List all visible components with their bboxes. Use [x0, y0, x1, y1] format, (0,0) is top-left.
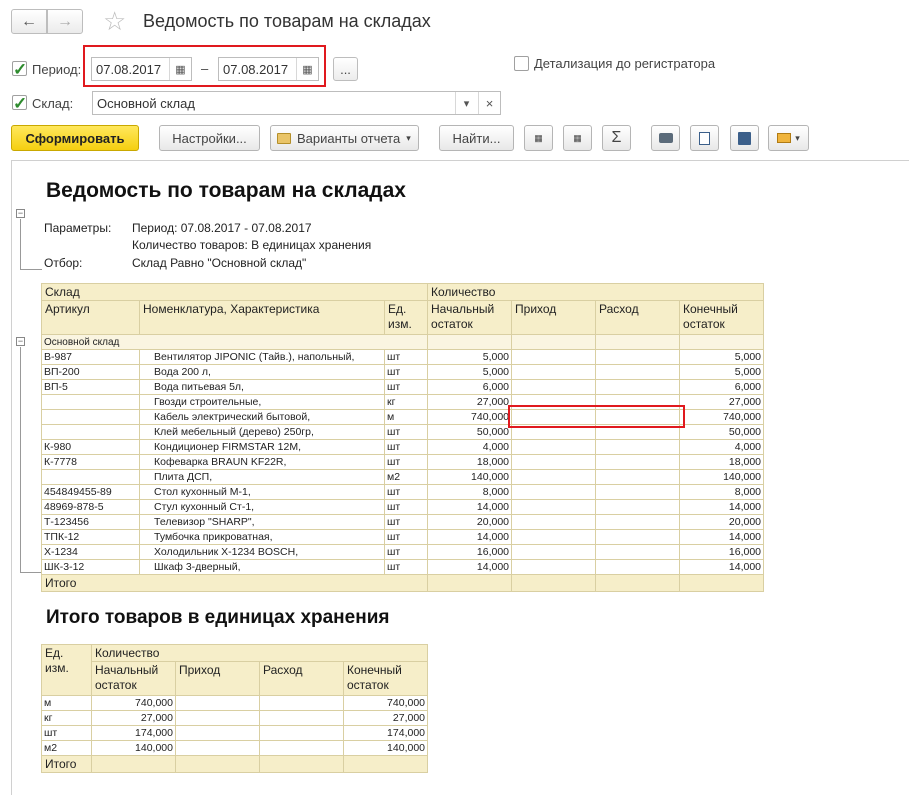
favorite-star-icon[interactable]: ☆: [103, 6, 127, 36]
table-header-row: [42, 301, 764, 335]
table-row[interactable]: [42, 470, 764, 485]
summary-header-opening: Начальный остаток: [92, 662, 176, 696]
period-to-input[interactable]: [218, 57, 319, 81]
summary-header-income: Приход: [176, 662, 260, 696]
folder-icon: [277, 133, 291, 144]
period-checkbox[interactable]: [12, 60, 28, 79]
cell-unit[interactable]: шт: [385, 560, 428, 575]
cell-unit[interactable]: шт: [385, 455, 428, 470]
filter-value: Склад Равно "Основной склад": [132, 256, 307, 270]
cell-unit[interactable]: м: [385, 410, 428, 425]
period-label: Период:: [32, 62, 82, 77]
cell-nomenclature[interactable]: Плита ДСП,: [140, 470, 385, 485]
cell-income[interactable]: [512, 440, 596, 455]
cell-opening[interactable]: 8,000: [428, 485, 512, 500]
cell-expense[interactable]: [596, 365, 680, 380]
total-row: [42, 575, 764, 592]
cell-opening[interactable]: 20,000: [428, 515, 512, 530]
checkmark-icon: ✓: [13, 60, 28, 79]
cell-expense[interactable]: [596, 485, 680, 500]
cell-opening[interactable]: 18,000: [428, 455, 512, 470]
table-row[interactable]: [42, 350, 764, 365]
table-row[interactable]: [42, 500, 764, 515]
params-label: Параметры:: [44, 221, 112, 235]
cell-unit[interactable]: м2: [42, 741, 92, 756]
cell-income[interactable]: [176, 711, 260, 726]
cell-closing[interactable]: 20,000: [680, 515, 764, 530]
report-top-border: [11, 160, 909, 161]
header-unit: Ед. изм.: [385, 301, 428, 335]
warehouse-value: Основной склад: [97, 95, 195, 111]
cell-closing[interactable]: 27,000: [680, 395, 764, 410]
cell-expense[interactable]: [260, 711, 344, 726]
cell-opening[interactable]: 140,000: [92, 741, 176, 756]
cell-nomenclature[interactable]: Вода питьевая 5л,: [140, 380, 385, 395]
print-icon[interactable]: [651, 125, 680, 151]
cell-closing[interactable]: 8,000: [680, 485, 764, 500]
report-variants-label: Варианты отчета: [297, 130, 401, 146]
cell-opening[interactable]: 174,000: [92, 726, 176, 741]
cell-unit[interactable]: шт: [42, 726, 92, 741]
cell-closing[interactable]: 16,000: [680, 545, 764, 560]
table-row[interactable]: [42, 455, 764, 470]
report-left-border: [11, 160, 12, 795]
warehouse-label: Склад:: [32, 96, 74, 111]
checkmark-icon: ✓: [13, 94, 28, 113]
table-row[interactable]: [42, 711, 428, 726]
cell-unit[interactable]: шт: [385, 545, 428, 560]
cell-nomenclature[interactable]: Шкаф 3-дверный,: [140, 560, 385, 575]
cell-closing[interactable]: 27,000: [344, 711, 428, 726]
save-icon[interactable]: [730, 125, 759, 151]
cell-nomenclature[interactable]: Стол кухонный М-1,: [140, 485, 385, 500]
table-row[interactable]: [42, 530, 764, 545]
cell-expense[interactable]: [596, 560, 680, 575]
arrow-right-icon: →: [57, 12, 73, 30]
period-to-value: 07.08.2017: [223, 61, 289, 77]
cell-opening[interactable]: 5,000: [428, 350, 512, 365]
cell-article[interactable]: [42, 395, 140, 410]
cell-nomenclature[interactable]: Кофеварка BRAUN KF22R,: [140, 455, 385, 470]
report-table: [41, 283, 764, 592]
table-row[interactable]: [42, 365, 764, 380]
summary-header-expense: Расход: [260, 662, 344, 696]
cell-income[interactable]: [512, 380, 596, 395]
cell-nomenclature[interactable]: Тумбочка прикроватная,: [140, 530, 385, 545]
arrow-left-icon: ←: [21, 12, 37, 30]
summary-header-closing: Конечный остаток: [344, 662, 428, 696]
period-from-input[interactable]: [91, 57, 192, 81]
cell-income[interactable]: [176, 726, 260, 741]
summary-total-label: Итого: [42, 756, 92, 773]
cell-opening[interactable]: 27,000: [92, 711, 176, 726]
cell-unit[interactable]: шт: [385, 365, 428, 380]
period-from-value: 07.08.2017: [96, 61, 162, 77]
header-warehouse: Склад: [42, 284, 428, 301]
header-income: Приход: [512, 301, 596, 335]
cell-income[interactable]: [512, 545, 596, 560]
cell-nomenclature[interactable]: Кабель электрический бытовой,: [140, 410, 385, 425]
table-row[interactable]: [42, 696, 428, 711]
header-quantity: Количество: [428, 284, 764, 301]
group-line: [20, 219, 21, 270]
chevron-down-icon: ▾: [795, 132, 800, 143]
cell-unit[interactable]: шт: [385, 380, 428, 395]
cell-unit[interactable]: шт: [385, 500, 428, 515]
calendar-icon[interactable]: ▦: [296, 58, 318, 80]
cell-highlight-frame: [508, 405, 685, 428]
cell-expense[interactable]: [596, 440, 680, 455]
table-row[interactable]: [42, 560, 764, 575]
cell-closing[interactable]: 140,000: [344, 741, 428, 756]
cell-expense[interactable]: [596, 455, 680, 470]
sum-icon[interactable]: Σ: [602, 125, 631, 151]
group-name: Основной склад: [42, 335, 428, 350]
cell-unit[interactable]: м: [42, 696, 92, 711]
warehouse-input[interactable]: [92, 91, 501, 115]
cell-opening[interactable]: 14,000: [428, 560, 512, 575]
cell-unit[interactable]: м2: [385, 470, 428, 485]
window-title: Ведомость по товарам на складах: [143, 11, 431, 31]
report-title: Ведомость по товарам на складах: [46, 179, 406, 202]
cell-unit[interactable]: шт: [385, 515, 428, 530]
group-row[interactable]: [42, 335, 764, 350]
cell-closing[interactable]: 174,000: [344, 726, 428, 741]
cell-income[interactable]: [176, 696, 260, 711]
cell-expense[interactable]: [596, 350, 680, 365]
header-opening: Начальный остаток: [428, 301, 512, 335]
cell-closing[interactable]: 4,000: [680, 440, 764, 455]
table-row[interactable]: [42, 440, 764, 455]
cell-nomenclature[interactable]: Телевизор "SHARP",: [140, 515, 385, 530]
cell-unit[interactable]: шт: [385, 425, 428, 440]
cell-unit[interactable]: кг: [385, 395, 428, 410]
cell-expense[interactable]: [596, 545, 680, 560]
dropdown-arrow-icon[interactable]: ▾: [455, 92, 477, 114]
cell-opening[interactable]: 27,000: [428, 395, 512, 410]
collapse-groups-icon[interactable]: ▦: [563, 125, 592, 151]
cell-expense[interactable]: [596, 515, 680, 530]
cell-unit[interactable]: шт: [385, 350, 428, 365]
table-row[interactable]: [42, 545, 764, 560]
table-header-row: [42, 645, 428, 662]
header-closing: Конечный остаток: [680, 301, 764, 335]
cell-opening[interactable]: 6,000: [428, 380, 512, 395]
cell-closing[interactable]: 50,000: [680, 425, 764, 440]
cell-article[interactable]: К-7778: [42, 455, 140, 470]
cell-nomenclature[interactable]: Стул кухонный Ст-1,: [140, 500, 385, 515]
cell-article[interactable]: В-987: [42, 350, 140, 365]
cell-expense[interactable]: [596, 380, 680, 395]
forward-button[interactable]: [47, 9, 83, 34]
summary-total-row: [42, 756, 428, 773]
table-row[interactable]: [42, 515, 764, 530]
cell-income[interactable]: [176, 741, 260, 756]
group-line: [20, 572, 42, 573]
header-nomenclature: Номенклатура, Характеристика: [140, 301, 385, 335]
summary-header-unit: Ед. изм.: [42, 645, 92, 696]
cell-closing[interactable]: 5,000: [680, 350, 764, 365]
detail-label: Детализация до регистратора: [534, 56, 716, 71]
cell-article[interactable]: ВП-200: [42, 365, 140, 380]
cell-expense[interactable]: [596, 470, 680, 485]
cell-income[interactable]: [512, 365, 596, 380]
table-row[interactable]: [42, 741, 428, 756]
cell-article[interactable]: [42, 470, 140, 485]
cell-opening[interactable]: 4,000: [428, 440, 512, 455]
table-row[interactable]: [42, 485, 764, 500]
period-select-button[interactable]: ...: [333, 57, 358, 81]
total-label: Итого: [42, 575, 428, 592]
table-row[interactable]: [42, 380, 764, 395]
cell-opening[interactable]: 14,000: [428, 530, 512, 545]
filter-label: Отбор:: [44, 256, 83, 270]
cell-expense[interactable]: [596, 530, 680, 545]
cell-opening[interactable]: 740,000: [92, 696, 176, 711]
cell-unit[interactable]: шт: [385, 530, 428, 545]
header-article: Артикул: [42, 301, 140, 335]
report-variants-button[interactable]: [270, 125, 419, 151]
cell-closing[interactable]: 740,000: [344, 696, 428, 711]
warehouse-checkbox[interactable]: [12, 94, 28, 113]
summary-table: [41, 644, 428, 773]
cell-closing[interactable]: 14,000: [680, 500, 764, 515]
cell-article[interactable]: ВП-5: [42, 380, 140, 395]
cell-closing[interactable]: 6,000: [680, 380, 764, 395]
cell-article[interactable]: К-980: [42, 440, 140, 455]
detail-checkbox[interactable]: [514, 56, 529, 71]
summary-title: Итого товаров в единицах хранения: [46, 607, 390, 628]
cell-income[interactable]: [512, 350, 596, 365]
calendar-icon[interactable]: ▦: [169, 58, 191, 80]
header-expense: Расход: [596, 301, 680, 335]
print-preview-icon[interactable]: [690, 125, 719, 151]
cell-income[interactable]: [512, 530, 596, 545]
cell-income[interactable]: [512, 560, 596, 575]
table-row[interactable]: [42, 726, 428, 741]
cell-unit[interactable]: шт: [385, 440, 428, 455]
group-line: [20, 269, 42, 270]
cell-nomenclature[interactable]: Холодильник Х-1234 BOSCH,: [140, 545, 385, 560]
cell-opening[interactable]: 5,000: [428, 365, 512, 380]
params-period: Период: 07.08.2017 - 07.08.2017: [132, 221, 312, 235]
cell-income[interactable]: [512, 500, 596, 515]
cell-nomenclature[interactable]: Кондиционер FIRMSTAR 12М,: [140, 440, 385, 455]
send-email-button[interactable]: [768, 125, 809, 151]
find-button[interactable]: Найти...: [439, 125, 514, 151]
cell-opening[interactable]: 14,000: [428, 500, 512, 515]
cell-closing[interactable]: 14,000: [680, 530, 764, 545]
cell-expense[interactable]: [260, 726, 344, 741]
collapse-group-icon[interactable]: −: [17, 336, 24, 346]
table-header-row: [42, 662, 428, 696]
params-quantity: Количество товаров: В единицах хранения: [132, 238, 372, 252]
cell-nomenclature[interactable]: Вода 200 л,: [140, 365, 385, 380]
cell-closing[interactable]: 140,000: [680, 470, 764, 485]
cell-article[interactable]: ШК-3-12: [42, 560, 140, 575]
cell-article[interactable]: ТПК-12: [42, 530, 140, 545]
cell-closing[interactable]: 5,000: [680, 365, 764, 380]
cell-income[interactable]: [512, 485, 596, 500]
cell-article[interactable]: 48969-878-5: [42, 500, 140, 515]
cell-opening[interactable]: 140,000: [428, 470, 512, 485]
settings-button[interactable]: Настройки...: [159, 125, 260, 151]
back-button[interactable]: [11, 9, 47, 34]
cell-income[interactable]: [512, 515, 596, 530]
cell-article[interactable]: [42, 410, 140, 425]
cell-opening[interactable]: 740,000: [428, 410, 512, 425]
cell-nomenclature[interactable]: Гвозди строительные,: [140, 395, 385, 410]
cell-opening[interactable]: 50,000: [428, 425, 512, 440]
group-line: [20, 347, 21, 573]
cell-article[interactable]: 454849455-89: [42, 485, 140, 500]
cell-expense[interactable]: [260, 696, 344, 711]
collapse-group-icon[interactable]: −: [17, 208, 24, 218]
cell-closing[interactable]: 740,000: [680, 410, 764, 425]
cell-unit[interactable]: шт: [385, 485, 428, 500]
cell-income[interactable]: [512, 470, 596, 485]
cell-expense[interactable]: [260, 741, 344, 756]
cell-closing[interactable]: 14,000: [680, 560, 764, 575]
envelope-icon: [777, 133, 791, 143]
clear-icon[interactable]: ×: [478, 92, 500, 114]
generate-button[interactable]: Сформировать: [11, 125, 139, 151]
cell-income[interactable]: [512, 455, 596, 470]
cell-closing[interactable]: 18,000: [680, 455, 764, 470]
cell-article[interactable]: Т-123456: [42, 515, 140, 530]
cell-nomenclature[interactable]: Вентилятор JIPONIC (Тайв.), напольный,: [140, 350, 385, 365]
period-dash: –: [201, 61, 209, 76]
cell-unit[interactable]: кг: [42, 711, 92, 726]
cell-expense[interactable]: [596, 500, 680, 515]
cell-article[interactable]: [42, 425, 140, 440]
cell-article[interactable]: Х-1234: [42, 545, 140, 560]
summary-header-quantity: Количество: [92, 645, 428, 662]
expand-groups-icon[interactable]: ▦: [524, 125, 553, 151]
chevron-down-icon: ▾: [406, 132, 411, 143]
table-header-row: [42, 284, 764, 301]
cell-opening[interactable]: 16,000: [428, 545, 512, 560]
cell-nomenclature[interactable]: Клей мебельный (дерево) 250гр,: [140, 425, 385, 440]
